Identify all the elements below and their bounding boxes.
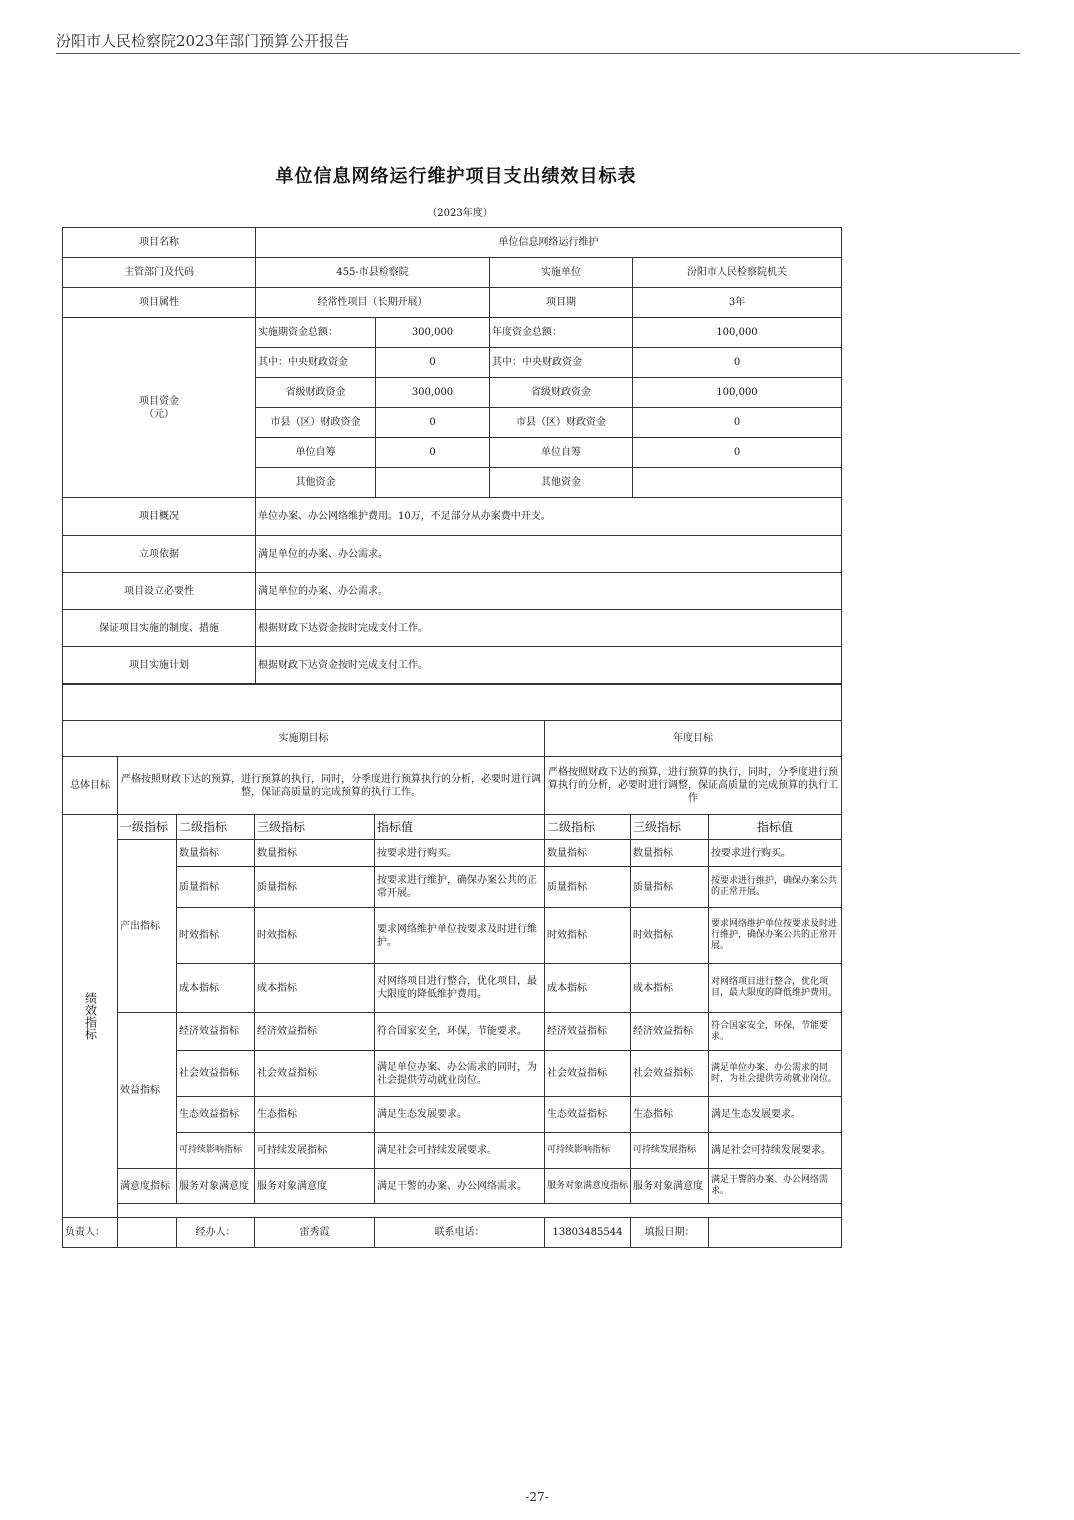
indicator-level2: 质量指标 <box>177 867 255 908</box>
indicator-level3: 生态指标 <box>255 1097 375 1133</box>
indicator-annual-level3: 经济效益指标 <box>631 1013 709 1051</box>
page-header: 汾阳市人民检察院2023年部门预算公开报告 <box>56 32 350 50</box>
indicators-section-label: 绩效指标 <box>63 815 118 1218</box>
funds-row-annual-label: 市县（区）财政资金 <box>490 408 633 438</box>
indicator-annual-level2: 可持续影响指标 <box>545 1133 631 1169</box>
overview-label: 项目概况 <box>63 498 256 536</box>
indicator-level3: 成本指标 <box>255 964 375 1013</box>
overall-goal-label: 总体目标 <box>63 757 118 815</box>
attr-value: 经常性项目（长期开展） <box>256 288 490 318</box>
plan-label: 项目实施计划 <box>63 647 256 684</box>
funds-row-value: 300,000 <box>376 318 490 348</box>
indicator-annual-level2: 数量指标 <box>545 840 631 867</box>
plan-value: 根据财政下达资金按时完成支付工作。 <box>256 647 842 684</box>
funds-row-annual-value <box>633 468 842 498</box>
date-value <box>709 1218 842 1248</box>
period-value: 3年 <box>633 288 842 318</box>
funds-row-annual-value: 0 <box>633 438 842 468</box>
indicator-annual-level2: 成本指标 <box>545 964 631 1013</box>
indicator-annual-level3: 服务对象满意度 <box>631 1169 709 1204</box>
indicator-level3: 时效指标 <box>255 908 375 964</box>
basis-label: 立项依据 <box>63 536 256 573</box>
project-name-label: 项目名称 <box>63 228 256 258</box>
indicator-level2: 生态效益指标 <box>177 1097 255 1133</box>
funds-row-label: 市县（区）财政资金 <box>256 408 376 438</box>
indicator-annual-level3: 数量指标 <box>631 840 709 867</box>
indicator-annual-value: 按要求进行维护，确保办案公共的正常开展。 <box>709 867 842 908</box>
indicator-annual-level3: 可持续发展指标 <box>631 1133 709 1169</box>
funds-row-label: 其他资金 <box>256 468 376 498</box>
indicator-annual-value: 对网络项目进行整合，优化项目，最大限度的降低维护费用。 <box>709 964 842 1013</box>
funds-row-label: 单位自筹 <box>256 438 376 468</box>
indicator-annual-value: 满足单位办案、办公需求的同时，为社会提供劳动就业岗位。 <box>709 1051 842 1097</box>
indicator-annual-level3: 社会效益指标 <box>631 1051 709 1097</box>
indicator-group-benefit: 效益指标 <box>118 1013 177 1169</box>
header-level2: 二级指标 <box>177 815 255 840</box>
funds-row-value: 0 <box>376 348 490 378</box>
funds-row-annual-value: 100,000 <box>633 378 842 408</box>
indicator-level2: 经济效益指标 <box>177 1013 255 1051</box>
period-label: 项目期 <box>490 288 633 318</box>
indicator-value: 要求网络维护单位按要求及时进行维护。 <box>375 908 545 964</box>
performance-table <box>62 684 842 1248</box>
funds-row-label: 实施期资金总额： <box>256 318 376 348</box>
funds-row-value: 0 <box>376 438 490 468</box>
indicator-value: 满足干警的办案、办公网络需求。 <box>375 1169 545 1204</box>
project-name-value: 单位信息网络运行维护 <box>256 228 842 258</box>
indicator-level3: 经济效益指标 <box>255 1013 375 1051</box>
funds-row-value: 300,000 <box>376 378 490 408</box>
header-value: 指标值 <box>375 815 545 840</box>
indicator-annual-level2: 质量指标 <box>545 867 631 908</box>
funds-row-label: 省级财政资金 <box>256 378 376 408</box>
funds-label-line2: （元） <box>144 408 174 420</box>
indicator-annual-level2: 经济效益指标 <box>545 1013 631 1051</box>
unit-value: 汾阳市人民检察院机关 <box>633 258 842 288</box>
indicator-level2: 数量指标 <box>177 840 255 867</box>
funds-row-label: 其中：中央财政资金 <box>256 348 376 378</box>
blank-gap-row <box>118 1204 842 1218</box>
funds-row-value: 0 <box>376 408 490 438</box>
indicator-level3: 可持续发展指标 <box>255 1133 375 1169</box>
attr-label: 项目属性 <box>63 288 256 318</box>
header-annual-level2: 二级指标 <box>545 815 631 840</box>
indicator-level2: 可持续影响指标 <box>177 1133 255 1169</box>
indicator-level3: 服务对象满意度 <box>255 1169 375 1204</box>
date-label: 填报日期： <box>631 1218 709 1248</box>
indicator-annual-level2: 生态效益指标 <box>545 1097 631 1133</box>
document-year: （2023年度） <box>427 208 493 219</box>
page-number: -27- <box>525 1490 549 1504</box>
indicator-annual-value: 按要求进行购买。 <box>709 840 842 867</box>
funds-label <box>63 318 256 498</box>
funds-row-annual-value: 0 <box>633 408 842 438</box>
indicator-value: 满足单位办案、办公需求的同时，为社会提供劳动就业岗位。 <box>375 1051 545 1097</box>
project-info-table <box>62 227 842 684</box>
indicator-value: 符合国家安全，环保，节能要求。 <box>375 1013 545 1051</box>
overview-value: 单位办案、办公网络维护费用。10万，不足部分从办案费中开支。 <box>256 498 842 536</box>
measures-value: 根据财政下达资金按时完成支付工作。 <box>256 610 842 647</box>
indicator-annual-level3: 成本指标 <box>631 964 709 1013</box>
period-goal-header: 实施期目标 <box>63 721 545 757</box>
indicator-annual-value: 符合国家安全，环保，节能要求。 <box>709 1013 842 1051</box>
annual-goal-text: 严格按照财政下达的预算，进行预算的执行，同时，分季度进行预算执行的分析，必要时进行调整，保证高质量的完成预算的执行工作 <box>545 757 842 815</box>
indicator-group-output: 产出指标 <box>118 840 177 1013</box>
indicator-group-satisfaction: 满意度指标 <box>118 1169 177 1204</box>
measures-label: 保证项目实施的制度、措施 <box>63 610 256 647</box>
dept-value: 455-市县检察院 <box>256 258 490 288</box>
indicator-annual-value: 满足干警的办案、办公网络需求。 <box>709 1169 842 1204</box>
indicator-level2: 社会效益指标 <box>177 1051 255 1097</box>
unit-label: 实施单位 <box>490 258 633 288</box>
blank-separator-row <box>63 685 842 721</box>
indicator-annual-level2: 社会效益指标 <box>545 1051 631 1097</box>
basis-value: 满足单位的办案、办公需求。 <box>256 536 842 573</box>
funds-row-annual-label: 其他资金 <box>490 468 633 498</box>
phone-label: 联系电话： <box>375 1218 545 1248</box>
period-goal-text: 严格按照财政下达的预算，进行预算的执行，同时，分季度进行预算执行的分析，必要时进行调整，保证高质量的完成预算的执行工作。 <box>118 757 545 815</box>
indicator-value: 满足社会可持续发展要求。 <box>375 1133 545 1169</box>
indicator-level3: 质量指标 <box>255 867 375 908</box>
funds-row-value <box>376 468 490 498</box>
indicator-level2: 服务对象满意度 <box>177 1169 255 1204</box>
indicator-level3: 数量指标 <box>255 840 375 867</box>
responsible-value <box>118 1218 177 1248</box>
document-title: 单位信息网络运行维护项目支出绩效目标表 <box>275 166 637 187</box>
header-annual-value: 指标值 <box>709 815 842 840</box>
responsible-label: 负责人： <box>63 1218 118 1248</box>
header-level3: 三级指标 <box>255 815 375 840</box>
indicator-level2: 成本指标 <box>177 964 255 1013</box>
annual-goal-header: 年度目标 <box>545 721 842 757</box>
handler-label: 经办人： <box>177 1218 255 1248</box>
indicator-annual-level2: 服务对象满意度指标 <box>545 1169 631 1204</box>
indicator-annual-level2: 时效指标 <box>545 908 631 964</box>
indicator-annual-value: 满足生态发展要求。 <box>709 1097 842 1133</box>
phone-value: 13803485544 <box>545 1218 631 1248</box>
indicator-value: 按要求进行购买。 <box>375 840 545 867</box>
indicator-value: 按要求进行维护，确保办案公共的正常开展。 <box>375 867 545 908</box>
funds-row-annual-label: 年度资金总额： <box>490 318 633 348</box>
indicator-value: 满足生态发展要求。 <box>375 1097 545 1133</box>
necessity-label: 项目设立必要性 <box>63 573 256 610</box>
indicator-annual-value: 满足社会可持续发展要求。 <box>709 1133 842 1169</box>
funds-row-annual-value: 0 <box>633 348 842 378</box>
indicator-annual-value: 要求网络维护单位按要求及时进行维护，确保办案公共的正常开展。 <box>709 908 842 964</box>
handler-value: 雷秀霞 <box>255 1218 375 1248</box>
header-annual-level3: 三级指标 <box>631 815 709 840</box>
dept-label: 主管部门及代码 <box>63 258 256 288</box>
indicator-annual-level3: 质量指标 <box>631 867 709 908</box>
funds-row-annual-label: 其中：中央财政资金 <box>490 348 633 378</box>
indicator-level3: 社会效益指标 <box>255 1051 375 1097</box>
indicator-annual-level3: 时效指标 <box>631 908 709 964</box>
necessity-value: 满足单位的办案、办公需求。 <box>256 573 842 610</box>
funds-row-annual-value: 100,000 <box>633 318 842 348</box>
indicator-annual-level3: 生态指标 <box>631 1097 709 1133</box>
header-level1: 一级指标 <box>118 815 177 840</box>
funds-label-line1: 项目资金 <box>139 395 179 407</box>
header-divider <box>56 53 1020 54</box>
indicator-level2: 时效指标 <box>177 908 255 964</box>
funds-row-annual-label: 省级财政资金 <box>490 378 633 408</box>
funds-row-annual-label: 单位自筹 <box>490 438 633 468</box>
indicator-value: 对网络项目进行整合，优化项目，最大限度的降低维护费用。 <box>375 964 545 1013</box>
